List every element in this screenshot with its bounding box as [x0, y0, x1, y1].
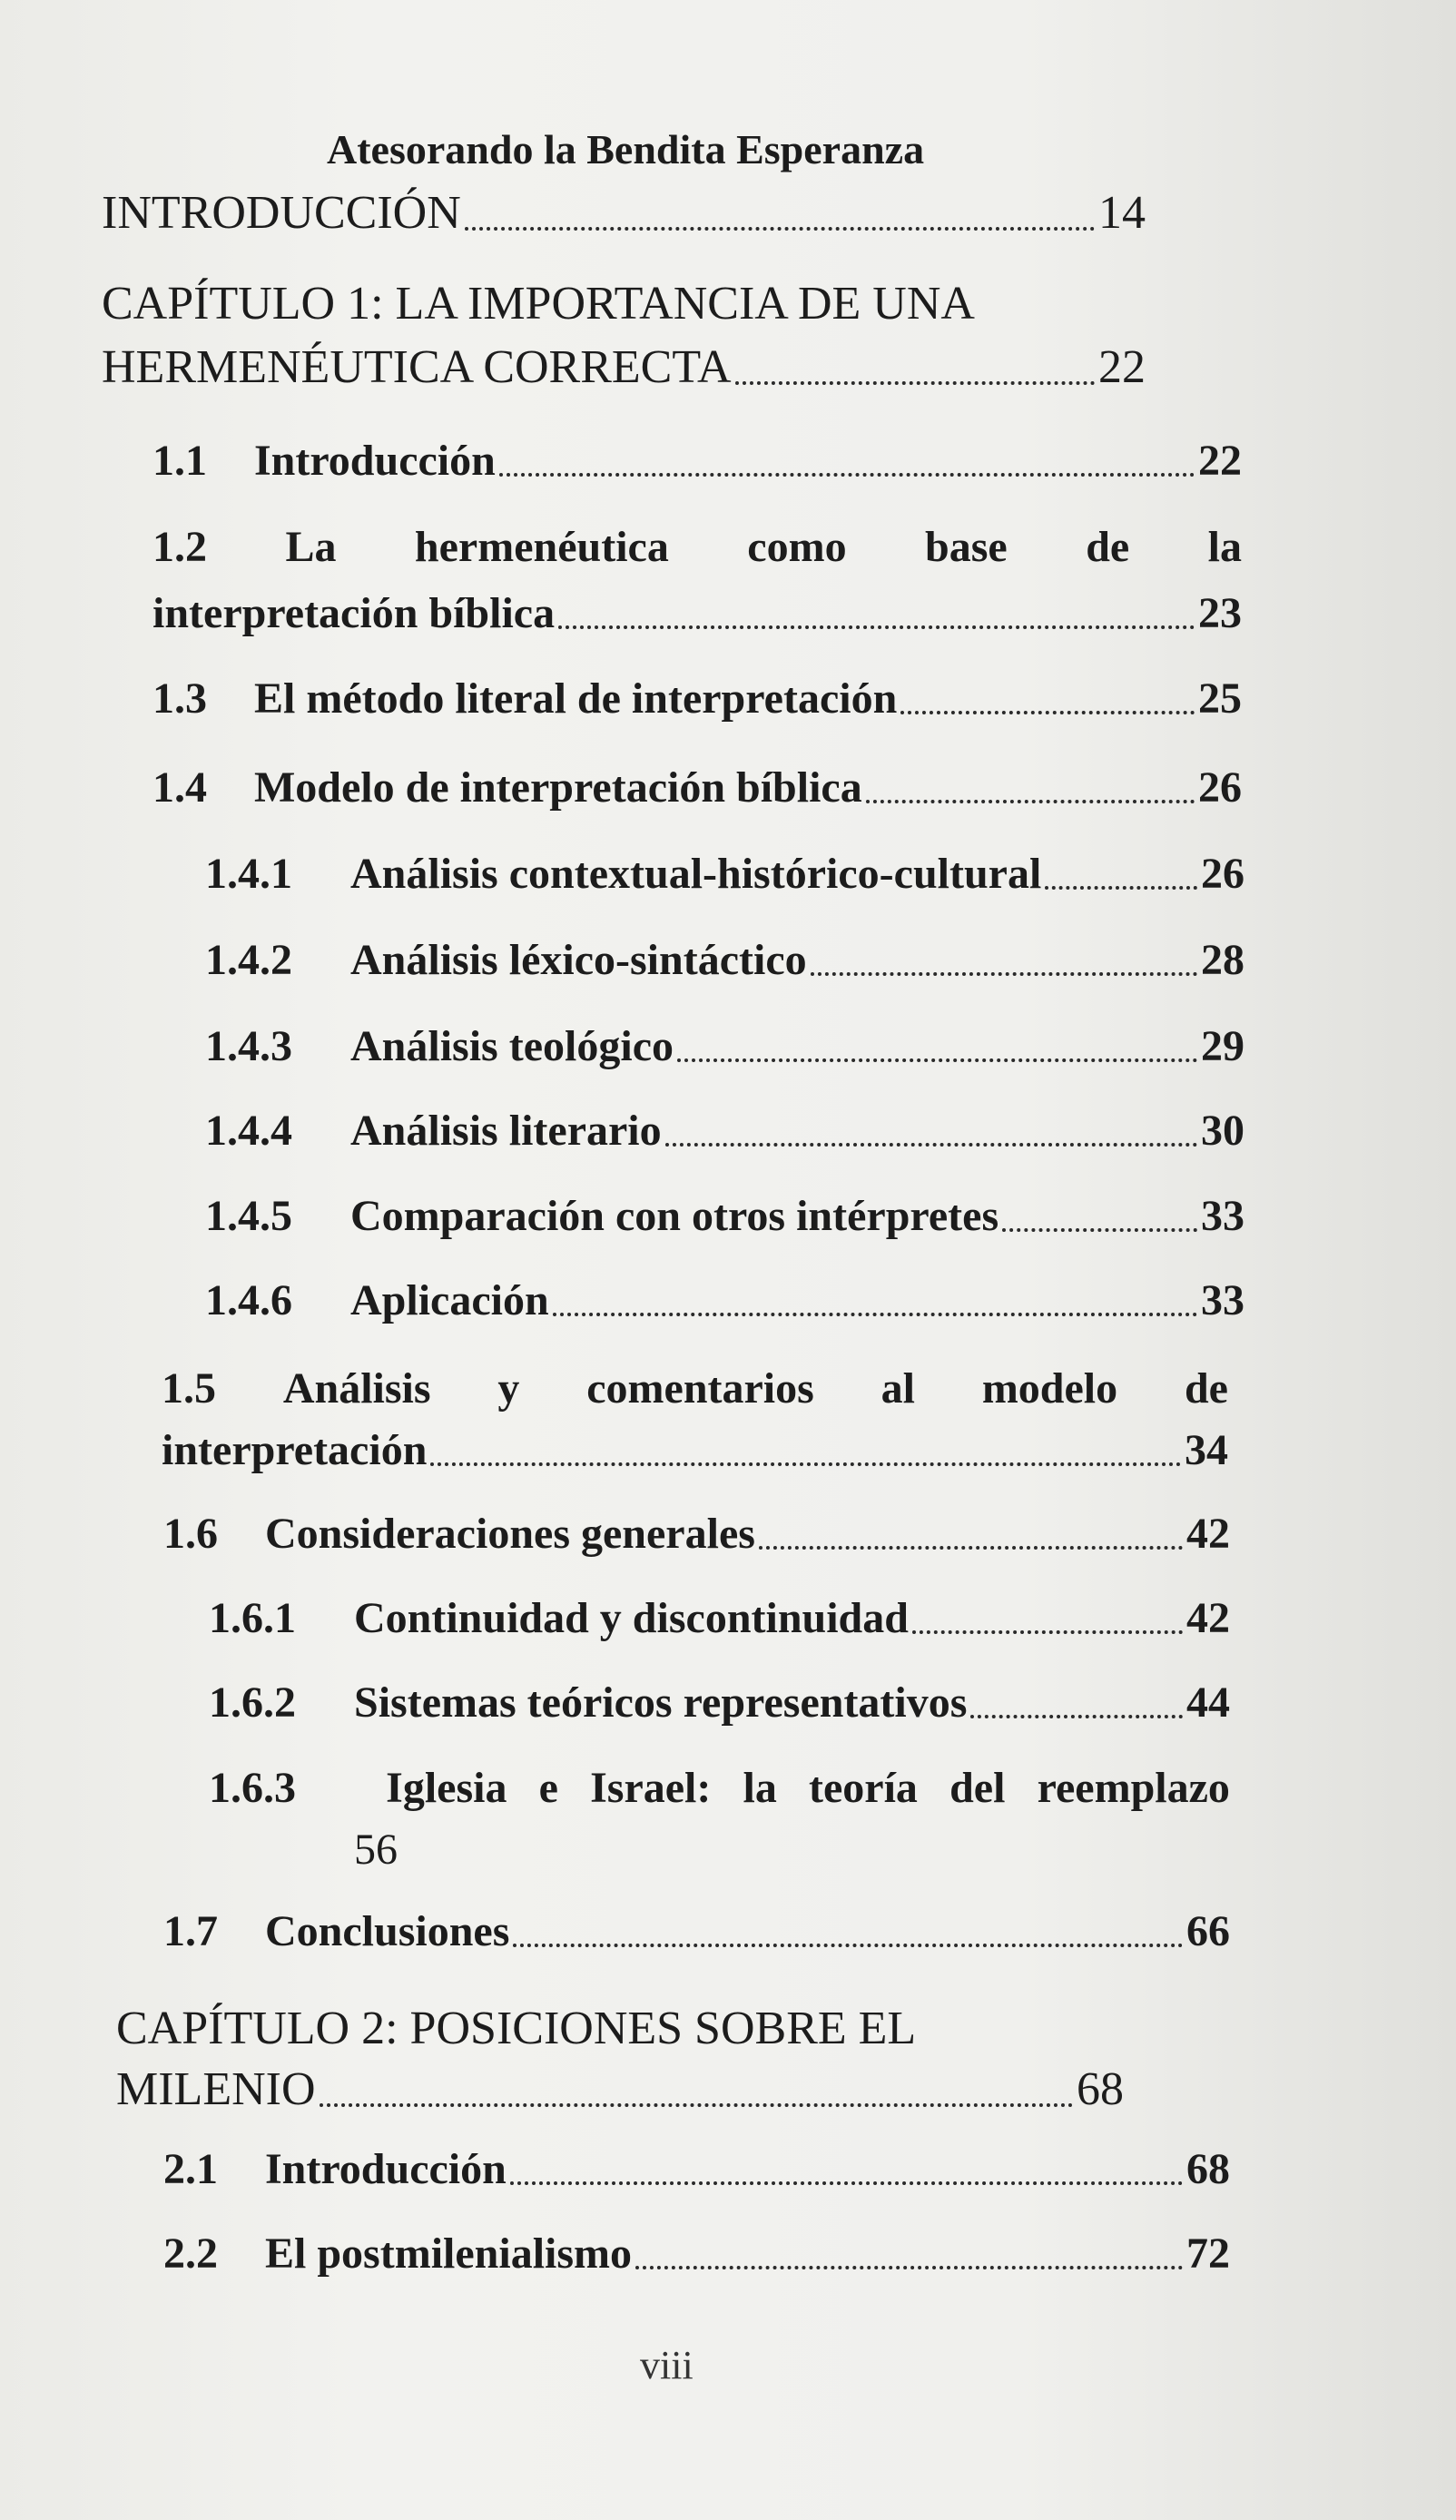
toc-entry-1-6-3-line1[interactable] [209, 1763, 1230, 1813]
leader-dots [635, 2266, 1183, 2269]
toc-entry-label: Conclusiones [265, 1907, 510, 1955]
toc-entry-page: 68 [1186, 2145, 1230, 2193]
toc-entry-label: Introducción [254, 437, 496, 485]
toc-chapter-1-line1: CAPÍTULO 1: LA IMPORTANCIA DE UNA [102, 278, 975, 330]
leader-dots [430, 1462, 1181, 1466]
toc-entry-label: Aplicación [350, 1276, 549, 1324]
toc-word: comentarios [586, 1364, 814, 1413]
toc-entry-page: 25 [1198, 674, 1242, 723]
leader-dots [553, 1313, 1197, 1316]
section-number: 1.4.5 [205, 1192, 292, 1240]
toc-entry-1-4[interactable] [152, 763, 1242, 812]
leader-dots [811, 972, 1197, 976]
toc-entry-1-5-line1[interactable] [162, 1363, 1228, 1413]
toc-entry-label: MILENIO [116, 2063, 316, 2115]
leader-dots [912, 1630, 1183, 1634]
toc-word: y [497, 1364, 520, 1413]
section-number: 1.6.2 [209, 1678, 296, 1727]
toc-entry-label: Sistemas teóricos representativos [354, 1678, 968, 1727]
leader-dots [759, 1546, 1183, 1550]
section-number: 1.6 [163, 1510, 218, 1558]
toc-entry-page: 28 [1201, 936, 1244, 984]
toc-entry-1-5[interactable] [162, 1425, 1228, 1475]
leader-dots [866, 800, 1195, 803]
toc-entry-page: 72 [1186, 2230, 1230, 2278]
leader-dots [499, 473, 1195, 477]
running-header: Atesorando la Bendita Esperanza [327, 126, 925, 172]
toc-entry-1-4-5[interactable] [205, 1191, 1244, 1241]
leader-dots [1045, 886, 1197, 890]
toc-entry-page: 42 [1186, 1594, 1230, 1642]
toc-word: hermenéutica [414, 523, 669, 571]
toc-word: e [538, 1764, 558, 1812]
toc-word: reemplazo [1037, 1764, 1230, 1812]
toc-entry-2-1[interactable] [163, 2144, 1230, 2194]
toc-word: Análisis [282, 1364, 431, 1413]
section-number: 1.7 [163, 1907, 218, 1955]
toc-entry-introduccion[interactable] [102, 186, 1146, 240]
toc-entry-1-2-line1[interactable] [152, 522, 1242, 572]
toc-entry-chapter-1[interactable] [102, 340, 1146, 394]
toc-word: Iglesia [386, 1764, 507, 1812]
section-number: 1.4 [152, 763, 207, 812]
toc-entry-label: INTRODUCCIÓN [102, 187, 461, 239]
leader-dots [1002, 1228, 1197, 1232]
section-number: 2.1 [163, 2145, 218, 2193]
toc-entry-1-3[interactable] [152, 674, 1242, 724]
toc-entry-label: El postmilenialismo [265, 2230, 633, 2278]
toc-entry-1-4-4[interactable] [205, 1106, 1244, 1156]
toc-entry-1-6-1[interactable] [209, 1593, 1230, 1643]
toc-word: Israel: [590, 1764, 712, 1812]
toc-entry-page: 44 [1186, 1678, 1230, 1727]
toc-entry-page: 42 [1186, 1510, 1230, 1558]
toc-entry-1-2[interactable] [152, 588, 1242, 638]
toc-entry-page: 66 [1186, 1907, 1230, 1955]
toc-entry-label: Consideraciones generales [265, 1510, 755, 1558]
toc-entry-page: 23 [1198, 589, 1242, 637]
section-number: 1.4.3 [205, 1022, 292, 1070]
leader-dots [510, 2181, 1183, 2185]
leader-dots [558, 625, 1195, 629]
toc-entry-label: Introducción [265, 2145, 507, 2193]
leader-dots [513, 1944, 1183, 1947]
toc-entry-label: HERMENÉUTICA CORRECTA [102, 341, 732, 393]
leader-dots [465, 227, 1095, 231]
toc-entry-page: 26 [1201, 850, 1244, 898]
section-number: 1.4.6 [205, 1276, 292, 1324]
toc-entry-page: 26 [1198, 763, 1242, 812]
toc-entry-page: 22 [1198, 437, 1242, 485]
toc-entry-label: Continuidad y discontinuidad [354, 1594, 909, 1642]
toc-entry-chapter-2[interactable] [116, 2062, 1124, 2116]
section-number: 1.4.1 [205, 850, 292, 898]
toc-entry-1-6-2[interactable] [209, 1678, 1230, 1728]
leader-dots [735, 381, 1095, 385]
toc-entry-page: 33 [1201, 1276, 1244, 1324]
leader-dots [970, 1715, 1183, 1718]
leader-dots [320, 2103, 1073, 2107]
toc-entry-label: Modelo de interpretación bíblica [254, 763, 862, 812]
toc-entry-label: Comparación con otros intérpretes [350, 1192, 999, 1240]
section-number: 1.4.4 [205, 1107, 292, 1155]
toc-entry-label: Análisis léxico-sintáctico [350, 936, 807, 984]
section-number: 1.6.1 [209, 1594, 296, 1642]
toc-entry-page: 22 [1098, 341, 1146, 393]
section-number: 2.2 [163, 2230, 218, 2278]
toc-entry-page[interactable]: 56 [354, 1826, 398, 1874]
toc-entry-1-4-6[interactable] [205, 1275, 1244, 1325]
toc-entry-1-4-3[interactable] [205, 1021, 1244, 1071]
toc-word: la [1207, 523, 1242, 571]
toc-word: de [1086, 523, 1130, 571]
toc-entry-1-4-1[interactable] [205, 849, 1244, 899]
toc-entry-label: Análisis contextual-histórico-cultural [350, 850, 1042, 898]
toc-word: la [743, 1764, 777, 1812]
toc-entry-1-6[interactable] [163, 1509, 1230, 1559]
toc-chapter-2-line1: CAPÍTULO 2: POSICIONES SOBRE EL [116, 2003, 917, 2054]
leader-dots [900, 711, 1195, 714]
toc-entry-page: 33 [1201, 1192, 1244, 1240]
toc-word: del [949, 1764, 1006, 1812]
leader-dots [665, 1143, 1197, 1147]
toc-entry-label: Análisis literario [350, 1107, 662, 1155]
toc-entry-label: El método literal de interpretación [254, 674, 898, 723]
toc-entry-label: interpretación bíblica [152, 589, 556, 637]
toc-entry-1-4-2[interactable] [205, 935, 1244, 985]
toc-word: como [747, 523, 847, 571]
section-number: 1.2 [152, 523, 207, 571]
section-number: 1.1 [152, 437, 207, 485]
toc-entry-page: 34 [1185, 1426, 1228, 1474]
toc-entry-1-7[interactable] [163, 1906, 1230, 1956]
section-number: 1.3 [152, 674, 207, 723]
toc-word: base [925, 523, 1008, 571]
toc-entry-1-1[interactable] [152, 436, 1242, 486]
toc-word: modelo [981, 1364, 1118, 1413]
section-number: 1.5 [162, 1364, 216, 1413]
section-number: 1.6.3 [209, 1764, 296, 1812]
leader-dots [677, 1058, 1197, 1062]
toc-word: teoría [809, 1764, 918, 1812]
toc-entry-page: 30 [1201, 1107, 1244, 1155]
toc-entry-page: 68 [1077, 2063, 1124, 2115]
toc-entry-page: 14 [1098, 187, 1146, 239]
toc-word: al [880, 1364, 915, 1413]
toc-entry-page: 29 [1201, 1022, 1244, 1070]
toc-entry-2-2[interactable] [163, 2229, 1230, 2279]
section-number: 1.4.2 [205, 936, 292, 984]
toc-entry-label: Análisis teológico [350, 1022, 674, 1070]
toc-entry-label: interpretación [162, 1426, 428, 1474]
toc-word: La [285, 523, 337, 571]
toc-word: de [1184, 1364, 1228, 1413]
page-number: viii [640, 2343, 694, 2387]
